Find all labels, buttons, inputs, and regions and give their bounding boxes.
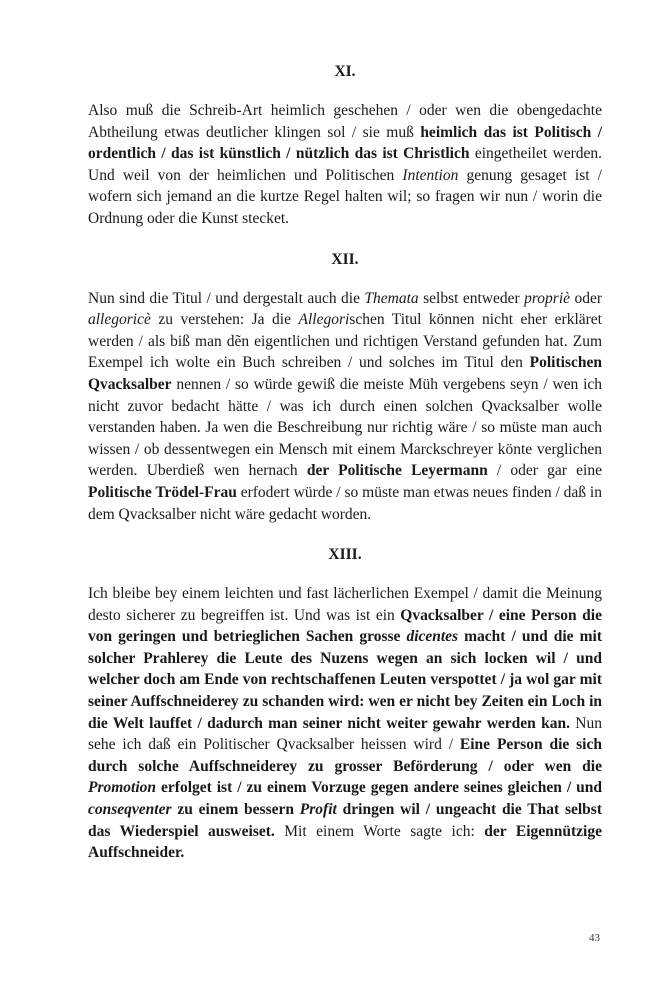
text-run: Ich bleibe bey einem leichten und fast lächerlichen Exempel / damit die Meinung desto sicherer zu begreiffen ist. Und was ist ein [88, 585, 602, 624]
bold-text-run: erfolget ist / zu einem Vorzuge gegen andere seines gleichen / und [156, 779, 602, 797]
section-paragraph-xiii [88, 583, 602, 864]
section-paragraph-xi [88, 100, 602, 230]
bold-text-run: Profit [299, 801, 337, 819]
italic-text-run: allegoricè [88, 311, 151, 329]
section-paragraph-xii [88, 288, 602, 526]
section-heading-xi: XI. [334, 63, 356, 80]
bold-text-run: Promotion [88, 779, 157, 797]
section-heading-xiii: XIII. [328, 546, 362, 564]
page-body [88, 62, 602, 884]
bold-text-run: der Politische Leyermann [306, 462, 488, 480]
text-run: Nun sehe ich daß ein Politischer Qvacksalber heissen wird / [88, 714, 602, 754]
italic-text-run: Themata [364, 289, 419, 307]
bold-text-run: Qvacksalber / eine Person die von geringen und betrieglichen Sachen grosse [88, 606, 602, 646]
text-run: schen Titul können nicht eher erkläret werden / als biß man dẽn eigentlichen und richtigen Verstand gefunden hat. Zum Exempel ich wolte ein Buch schreiben / und solches im Titul den [88, 311, 602, 372]
text-run: eingetheilet werden. Und weil von der heimlichen und Politischen [88, 145, 602, 184]
bold-text-run: conseqventer [88, 801, 172, 819]
bold-text-run: der Eigennützige Auffschneider. [88, 822, 602, 862]
italic-text-run: propriè [524, 289, 571, 307]
bold-text-run: Politische Trödel-Frau [88, 483, 237, 501]
bold-text-run: dicentes [406, 628, 459, 646]
italic-text-run: Allegori [298, 311, 350, 329]
text-run: Mit einem Worte sagte ich: [274, 822, 485, 840]
bold-text-run: dringen wil / ungeacht die That selbst das Wiederspiel ausweiset. [88, 801, 602, 840]
bold-text-run: zu einem bessern [171, 801, 300, 819]
bold-text-run: Eine Person die sich durch solche Auffschneiderey zu grosser Beförderung / oder wen die [88, 736, 602, 775]
page-number: 43 [589, 932, 600, 944]
text-run: Nun sind die Titul / und dergestalt auch die [88, 289, 365, 307]
text-run: oder [570, 289, 603, 307]
text-run: selbst entweder [418, 289, 525, 307]
text-run: erfodert würde / so müste man etwas neues finden / daß in dem Qvacksalber nicht wäre gedacht worden. [88, 483, 602, 523]
bold-text-run: Politischen Qvacksalber [88, 354, 602, 393]
bold-text-run: macht / und die mit solcher Prahlerey die Leute des Nuzens wegen an sich locken wil / und welcher doch am Ende von rechtschaffenen Leuten verspottet / ja wol gar mit seiner Auffschneiderey zu schanden wird: wen er nicht bey Zeiten ein Loch in die Welt lauffet / dadurch man seiner nicht weiter gewahr werden kan. [88, 628, 602, 732]
text-run: nennen / so würde gewiß die meiste Müh vergebens seyn / wen ich nicht zuvor bedacht hätte / was ich durch einen solchen Qvacksalber wolle verstanden haben. Ja wen die Beschreibung nur richtig wäre / so müste man auch wissen / ob dessentwegen ein Mensch mit einem Marckschreyer könte verglichen werden. Uberdieß wen hernach [88, 375, 602, 480]
italic-text-run: Intention [402, 166, 459, 184]
section-heading-xii: XII. [331, 250, 359, 268]
text-run: zu verstehen: Ja die [150, 311, 299, 329]
text-run: genung gesaget ist / wofern sich jemand an die kurtze Regel halten wil; so fragen wir nun / worin die Ordnung oder die Kunst stecket. [88, 166, 602, 227]
bold-text-run: heimlich das ist Politisch / ordentlich / das ist künstlich / nützlich das ist Christlich [88, 123, 603, 163]
text-run: / oder gar eine [487, 462, 602, 480]
text-run: Also muß die Schreib-Art heimlich geschehen / oder wen die obengedachte Abtheilung etwas deutlicher klingen sol / sie muß [88, 102, 602, 141]
